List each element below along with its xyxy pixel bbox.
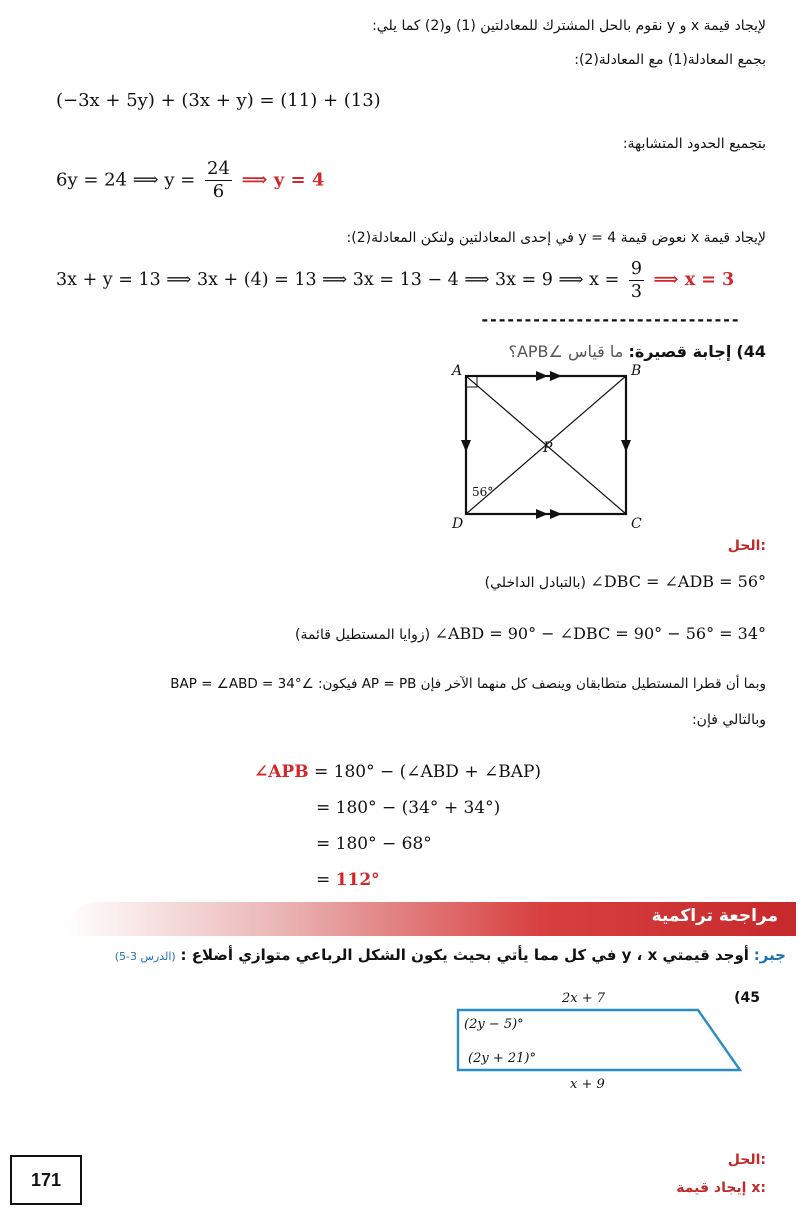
solution-step-4: وبالتالي فإن: — [691, 712, 766, 728]
solution-step-2 — [295, 624, 766, 643]
calc-line-2: = 180° − (34° + 34°) — [316, 798, 501, 818]
label-c: C — [631, 516, 642, 532]
eq-y-part2: ⟹ y = — [132, 169, 196, 191]
solution-heading: الحل: — [727, 538, 766, 554]
review-solution-heading: الحل: — [727, 1152, 766, 1168]
text-add-equations: بجمع المعادلة(1) مع المعادلة(2): — [574, 52, 766, 68]
angle-label: 56° — [472, 485, 494, 499]
equation-x — [56, 258, 734, 303]
calc-line-3: = 180° − 68° — [316, 834, 432, 854]
label-b: B — [631, 363, 642, 379]
page-number: 171 — [10, 1155, 82, 1205]
step-1-math: ∠DBC = ∠ADB = 56° — [590, 572, 766, 591]
fraction-9-3 — [629, 258, 644, 303]
arrow-ad — [461, 440, 471, 452]
fraction-24-6 — [205, 158, 232, 203]
label-angle-1: (2y − 5)° — [464, 1017, 524, 1032]
eq-y-result: ⟹ y = 4 — [241, 169, 325, 191]
separator-dashes: ------------------------------ — [480, 310, 739, 329]
label-d: D — [452, 516, 464, 532]
question-number: 44) — [736, 342, 766, 361]
step-2-note: (زوايا المستطيل قائمة) — [295, 627, 431, 643]
arrow-ab-2 — [550, 371, 562, 381]
label-angle-2: (2y + 21)° — [468, 1051, 536, 1066]
label-top-side: 2x + 7 — [562, 991, 606, 1006]
solution-step-1 — [485, 572, 766, 591]
solution-step-3: وبما أن قطرا المستطيل متطابقان وينصف كل منهما الآخر فإن AP = PB فيكون: ∠BAP = ∠ABD = 34° — [170, 676, 766, 692]
arrow-bc — [621, 440, 631, 452]
equation-sum: (−3x + 5y) + (3x + y) = (11) + (13) — [56, 90, 381, 111]
eq-y-part1: 6y = 24 — [56, 169, 128, 191]
question-44 — [508, 342, 766, 361]
arrow-ab-1 — [536, 371, 548, 381]
arrow-dc-1 — [536, 509, 548, 519]
calc-equals: = — [316, 870, 331, 890]
find-x-heading: إيجاد قيمة x: — [676, 1180, 766, 1196]
fraction-denominator: 3 — [630, 282, 642, 302]
step-1-note: (بالتبادل الداخلي) — [484, 575, 586, 591]
arrow-dc-2 — [550, 509, 562, 519]
answer-112: 112° — [335, 870, 380, 890]
fraction-numerator: 9 — [630, 259, 642, 279]
review-instruction — [115, 946, 786, 964]
text-collect-terms: بتجميع الحدود المتشابهة: — [622, 136, 766, 152]
eq-x-result: ⟹ x = 3 — [653, 270, 735, 290]
label-a: A — [452, 363, 463, 379]
calc-line-4 — [316, 870, 380, 890]
eq-x-steps: 3x + y = 13 ⟹ 3x + (4) = 13 ⟹ 3x = 13 − 4 ⟹ 3x = 9 ⟹ x = — [56, 270, 620, 290]
algebra-label: جبر: — [753, 946, 786, 964]
instruction-text: أوجد قيمتي y ، x في كل مما يأتي بحيث يكون الشكل الرباعي متوازي أضلاع : — [180, 946, 749, 964]
calc-line-1 — [254, 762, 541, 782]
label-p: P — [543, 440, 553, 456]
fraction-denominator: 6 — [212, 181, 225, 202]
question-text: ما قياس ∠APB؟ — [508, 342, 624, 361]
text-substitute: لإيجاد قيمة x نعوض قيمة y = 4 في إحدى المعادلتين ولتكن المعادلة(2): — [346, 230, 766, 246]
calc-rhs-1: = 180° − (∠ABD + ∠BAP) — [314, 762, 542, 782]
label-bottom-side: x + 9 — [570, 1077, 605, 1092]
fraction-numerator: 24 — [207, 158, 230, 179]
review-banner-title: مراجعة تراكمية — [651, 906, 778, 926]
calc-lhs: ∠APB — [254, 762, 309, 782]
question-45-number: (45 — [734, 990, 760, 1006]
text-intro: لإيجاد قيمة x و y نقوم بالحل المشترك للمعادلتين (1) و(2) كما يلي: — [372, 18, 766, 34]
step-2-math: ∠ABD = 90° − ∠DBC = 90° − 56° = 34° — [434, 624, 766, 643]
rectangle-diagram — [440, 362, 660, 536]
parallelogram-diagram — [440, 982, 760, 1092]
equation-y — [56, 158, 324, 203]
lesson-reference: (الدرس 3-5) — [114, 950, 176, 963]
question-type: إجابة قصيرة: — [628, 342, 732, 361]
review-banner — [66, 902, 796, 936]
